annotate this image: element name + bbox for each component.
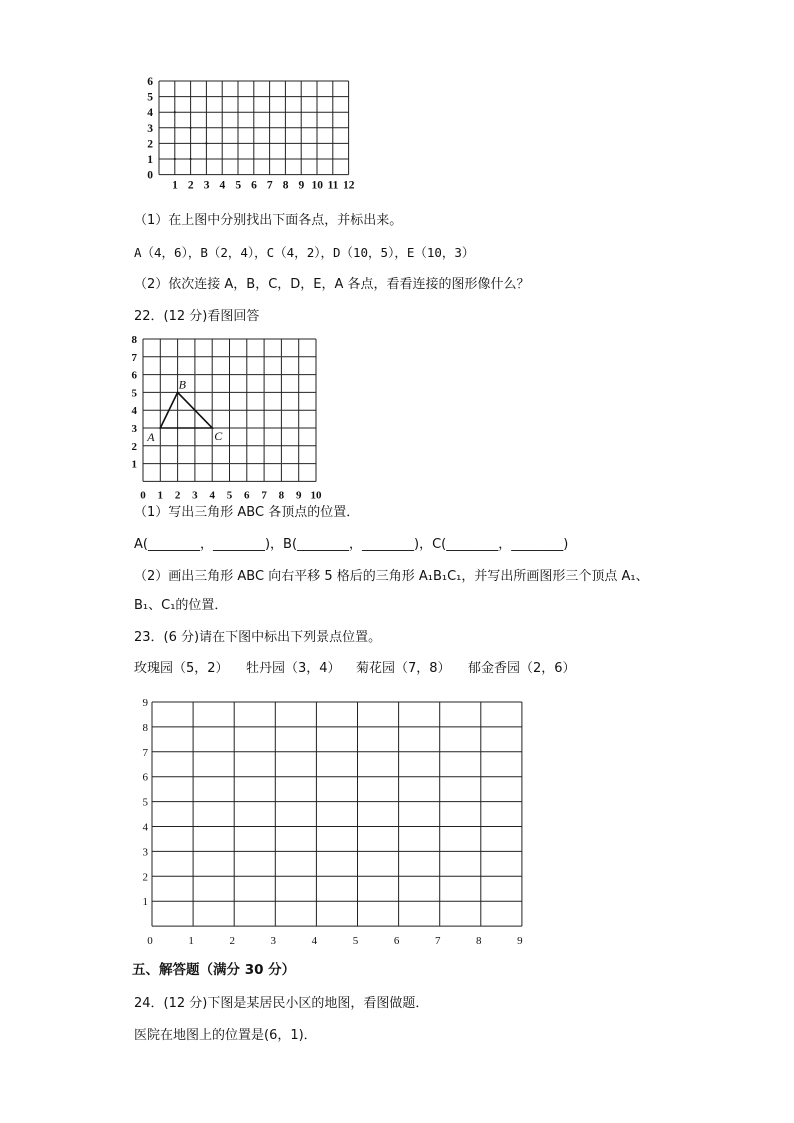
grid1-x-label: 9 (298, 179, 305, 192)
grid3-y-label: 9 (142, 697, 148, 709)
grid3-y-label: 8 (142, 721, 148, 734)
grid1-y-label: 6 (147, 76, 153, 88)
grid3-x-label: 6 (393, 935, 400, 948)
grid2-x-label: 0 (140, 489, 146, 502)
q23-spot-4: 郁金香园（2，6） (468, 661, 576, 676)
grid1-x-label: 8 (282, 179, 289, 192)
q22-answer-line[interactable]: A(________，________)，B(________，________)，C(________，________) (134, 537, 569, 552)
grid1-x-label: 11 (327, 179, 339, 192)
grid3-x-label: 0 (147, 935, 153, 948)
q23-spot-1: 玫瑰园（5，2） (134, 661, 229, 676)
q22-part1: （1）写出三角形 ABC 各顶点的位置． (134, 505, 360, 520)
grid3-x-label: 2 (229, 935, 235, 948)
grid2-x-label: 4 (209, 489, 215, 502)
section5-title: 五、解答题（满分 30 分） (132, 962, 296, 978)
grid2-x-label: 2 (174, 489, 181, 502)
grid3-y-label: 2 (142, 871, 148, 884)
grid1-y-label: 2 (147, 138, 153, 151)
grid2-y-label: 4 (131, 405, 137, 418)
grid3-y-label: 3 (142, 846, 148, 859)
grid1-x-label: 6 (251, 179, 257, 192)
q24-line1: 医院在地图上的位置是(6，1)． (134, 1028, 317, 1043)
grid1-x-label: 5 (235, 179, 242, 192)
grid1-x-label: 1 (172, 179, 178, 192)
q21-points: A（4，6），B（2，4），C（4，2），D（10，5），E（10，3） (134, 245, 475, 260)
grid1-x-label: 10 (311, 179, 323, 192)
grid2-x-label: 3 (192, 489, 198, 502)
q23-spot-3: 菊花园（7，8） (356, 661, 451, 676)
grid3-x-label: 5 (352, 935, 359, 948)
vertex-label-c: C (214, 429, 223, 443)
grid1-x-label: 3 (203, 179, 210, 192)
grid1-x-label: 12 (343, 179, 355, 192)
grid2-y-label: 5 (131, 387, 137, 400)
q22-part2-line1: （2）画出三角形 ABC 向右平移 5 格后的三角形 A₁B₁C₁，并写出所画图形三个顶点 A₁、 (134, 569, 649, 584)
q21-part2: （2）依次连接 A，B，C，D，E，A 各点，看看连接的图形像什么？ (134, 277, 530, 292)
vertex-label-a: A (147, 430, 155, 444)
grid2-y-label: 2 (131, 440, 137, 453)
grid3-x-label: 3 (270, 935, 277, 948)
grid2-x-label: 1 (157, 489, 164, 502)
grid1-y-label: 0 (147, 169, 153, 182)
grid2-x-label: 10 (310, 489, 322, 502)
grid3-y-label: 5 (142, 796, 148, 809)
grid3-y-label: 6 (142, 771, 148, 784)
grid3-x-label: 7 (434, 935, 441, 948)
grid3-y-label: 1 (142, 896, 148, 909)
grid2-x-label: 5 (226, 489, 233, 502)
q22-heading: 22．(12 分)看图回答 (134, 309, 260, 324)
grid2-y-label: 6 (131, 369, 137, 382)
grid1-y-label: 5 (147, 91, 153, 104)
q21-part1: （1）在上图中分别找出下面各点，并标出来。 (134, 213, 403, 228)
grid2-x-label: 9 (295, 489, 302, 502)
grid2-y-label: 7 (131, 351, 137, 364)
q23-spot-2: 牡丹园（3，4） (246, 661, 341, 676)
grid2-x-label: 7 (261, 489, 267, 502)
grid3-y-label: 4 (142, 821, 148, 834)
q22-part2-line2: B₁、C₁的位置． (134, 598, 228, 613)
grid2-y-label: 8 (131, 334, 137, 346)
grid3-x-label: 1 (188, 935, 194, 948)
grid2-x-label: 6 (244, 489, 250, 502)
grid2-y-label: 3 (131, 423, 137, 435)
grid1-y-label: 3 (147, 122, 153, 135)
grid3-x-label: 9 (517, 935, 523, 948)
vertex-label-b: B (178, 377, 186, 392)
grid3-x-label: 8 (476, 935, 482, 948)
grid3-y-label: 7 (142, 746, 148, 759)
grid2-x-label: 8 (278, 489, 285, 502)
grid1-x-label: 4 (219, 179, 226, 192)
q24-heading: 24．(12 分)下图是某居民小区的地图，看图做题． (134, 996, 429, 1011)
q23-heading: 23．(6 分)请在下图中标出下列景点位置。 (134, 630, 382, 645)
grid1-x-label: 2 (187, 179, 194, 192)
grid3-x-label: 4 (311, 935, 318, 948)
grid1-y-label: 1 (147, 154, 153, 166)
grid1-x-label: 7 (266, 179, 273, 192)
grid1-y-label: 4 (147, 107, 153, 120)
grid2-y-label: 1 (131, 458, 137, 471)
